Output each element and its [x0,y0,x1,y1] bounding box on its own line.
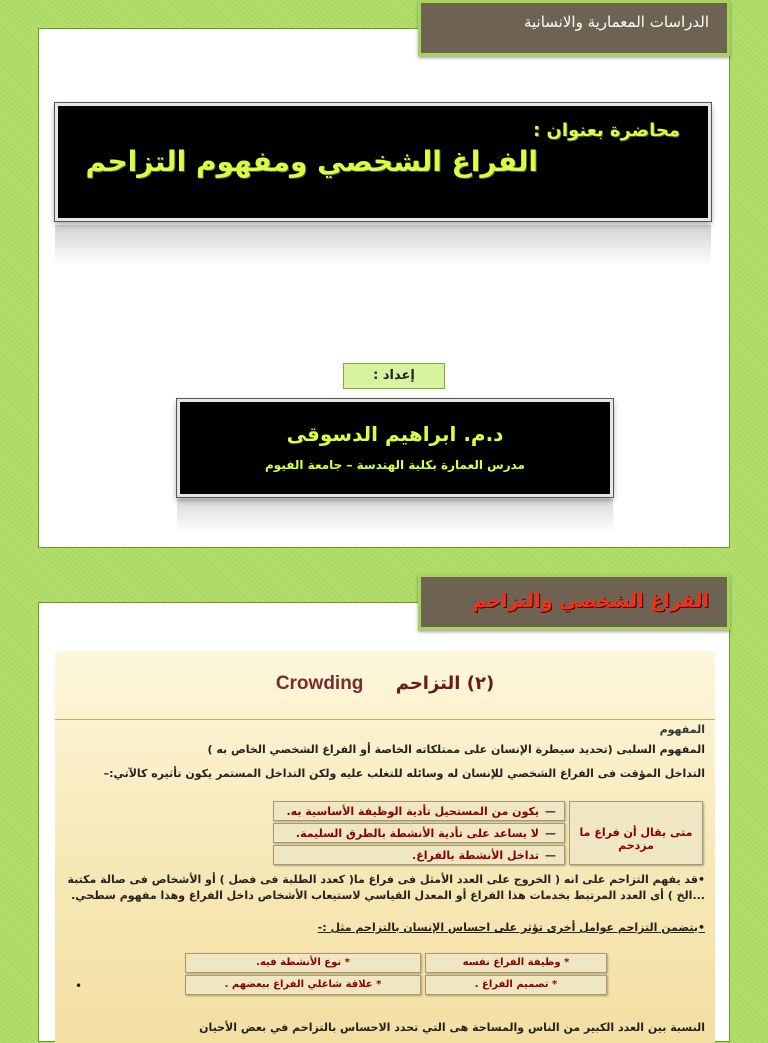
effect-box [273,845,565,865]
factors-intro: •يتضمن التزاحم عوامل أخرى تؤثر على احساس الإنسان بالتزاحم مثل :- [317,921,705,934]
slide1-header: الدراسات المعمارية والانسانية [418,0,730,56]
lecture-title-box [55,103,711,221]
factor-box: * نوع الأنشطة فيه. [185,953,421,973]
effect-box [273,801,565,821]
document-image [55,651,715,1043]
lecture-label: محاضرة بعنوان : [533,120,680,141]
title-slide [38,28,730,548]
temporary-overlap: التداخل المؤقت فى الفراغ الشخصي للإنسان له وسائله للتغلب عليه ولكن التداخل المستمر يكون تأثيره كالآتي:– [103,767,705,780]
dash-icon: — [545,827,556,840]
title-reflection [55,225,711,265]
effect-text: يكون من المستحيل تأدية الوظيفة الأساسية به. [286,805,539,818]
factor-box: * تصميم الفراغ . [425,975,607,995]
concept-heading: المفهوم [659,723,705,736]
content-slide [38,602,730,1042]
factor-box: * علاقة شاغلي الفراغ ببعضهم . [185,975,421,995]
author-reflection [177,499,613,533]
prepared-by-label: إعداد : [343,363,445,389]
author-role: مدرس العمارة بكلية الهندسة – جامعة الفيوم [265,458,525,472]
crowding-definition-2: ...الخ ) أى العدد المرتبط بخدمات هذا الفراغ أو المعدل القياسي لاستيعاب الأشخاص داخل الفراغ وهذا مفهوم سطحي. [71,889,705,902]
doc-title-ar: (٢) التزاحم [395,673,495,694]
author-name: د.م. ابراهيم الدسوقى [286,422,504,446]
effect-text: تداخل الأنشطة بالفراغ. [412,849,539,862]
crowding-definition-1: •قد يفهم التزاحم على انه ( الخروج على العدد الأمثل فى فراغ ما( كعدد الطلبة فى فصل ) أو الأشخاص فى صالة مكتبة [67,873,705,886]
doc-title [55,673,715,695]
dash-icon: — [545,849,556,862]
lecture-title: الفراغ الشخصي ومفهوم التزاحم [85,145,538,178]
negative-concept: المفهوم السلبى (تحديد سيطرة الإنسان على ممتلكاته الخاصة أو الفراغ الشخصي الخاص به ) [207,743,705,756]
dash-icon: — [545,805,556,818]
doc-title-en: Crowding [275,673,364,694]
effect-text: لا يساعد على تأدية الأنشطة بالطرق السليمة. [295,827,539,840]
factor-box: * وظيفة الفراغ نفسه [425,953,607,973]
title-divider [55,719,715,720]
author-box [177,399,613,497]
slide2-header: الفراغ الشخصي والتزاحم [418,574,730,630]
bullet-icon: • [75,979,83,993]
effect-box [273,823,565,843]
when-crowded-box: متى يقال أن فراغ ما مزدحم [569,801,703,865]
last-line: النسبة بين العدد الكبير من الناس والمساحة هى التي تحدد الاحساس بالتزاحم في بعض الأحيان [199,1021,705,1034]
